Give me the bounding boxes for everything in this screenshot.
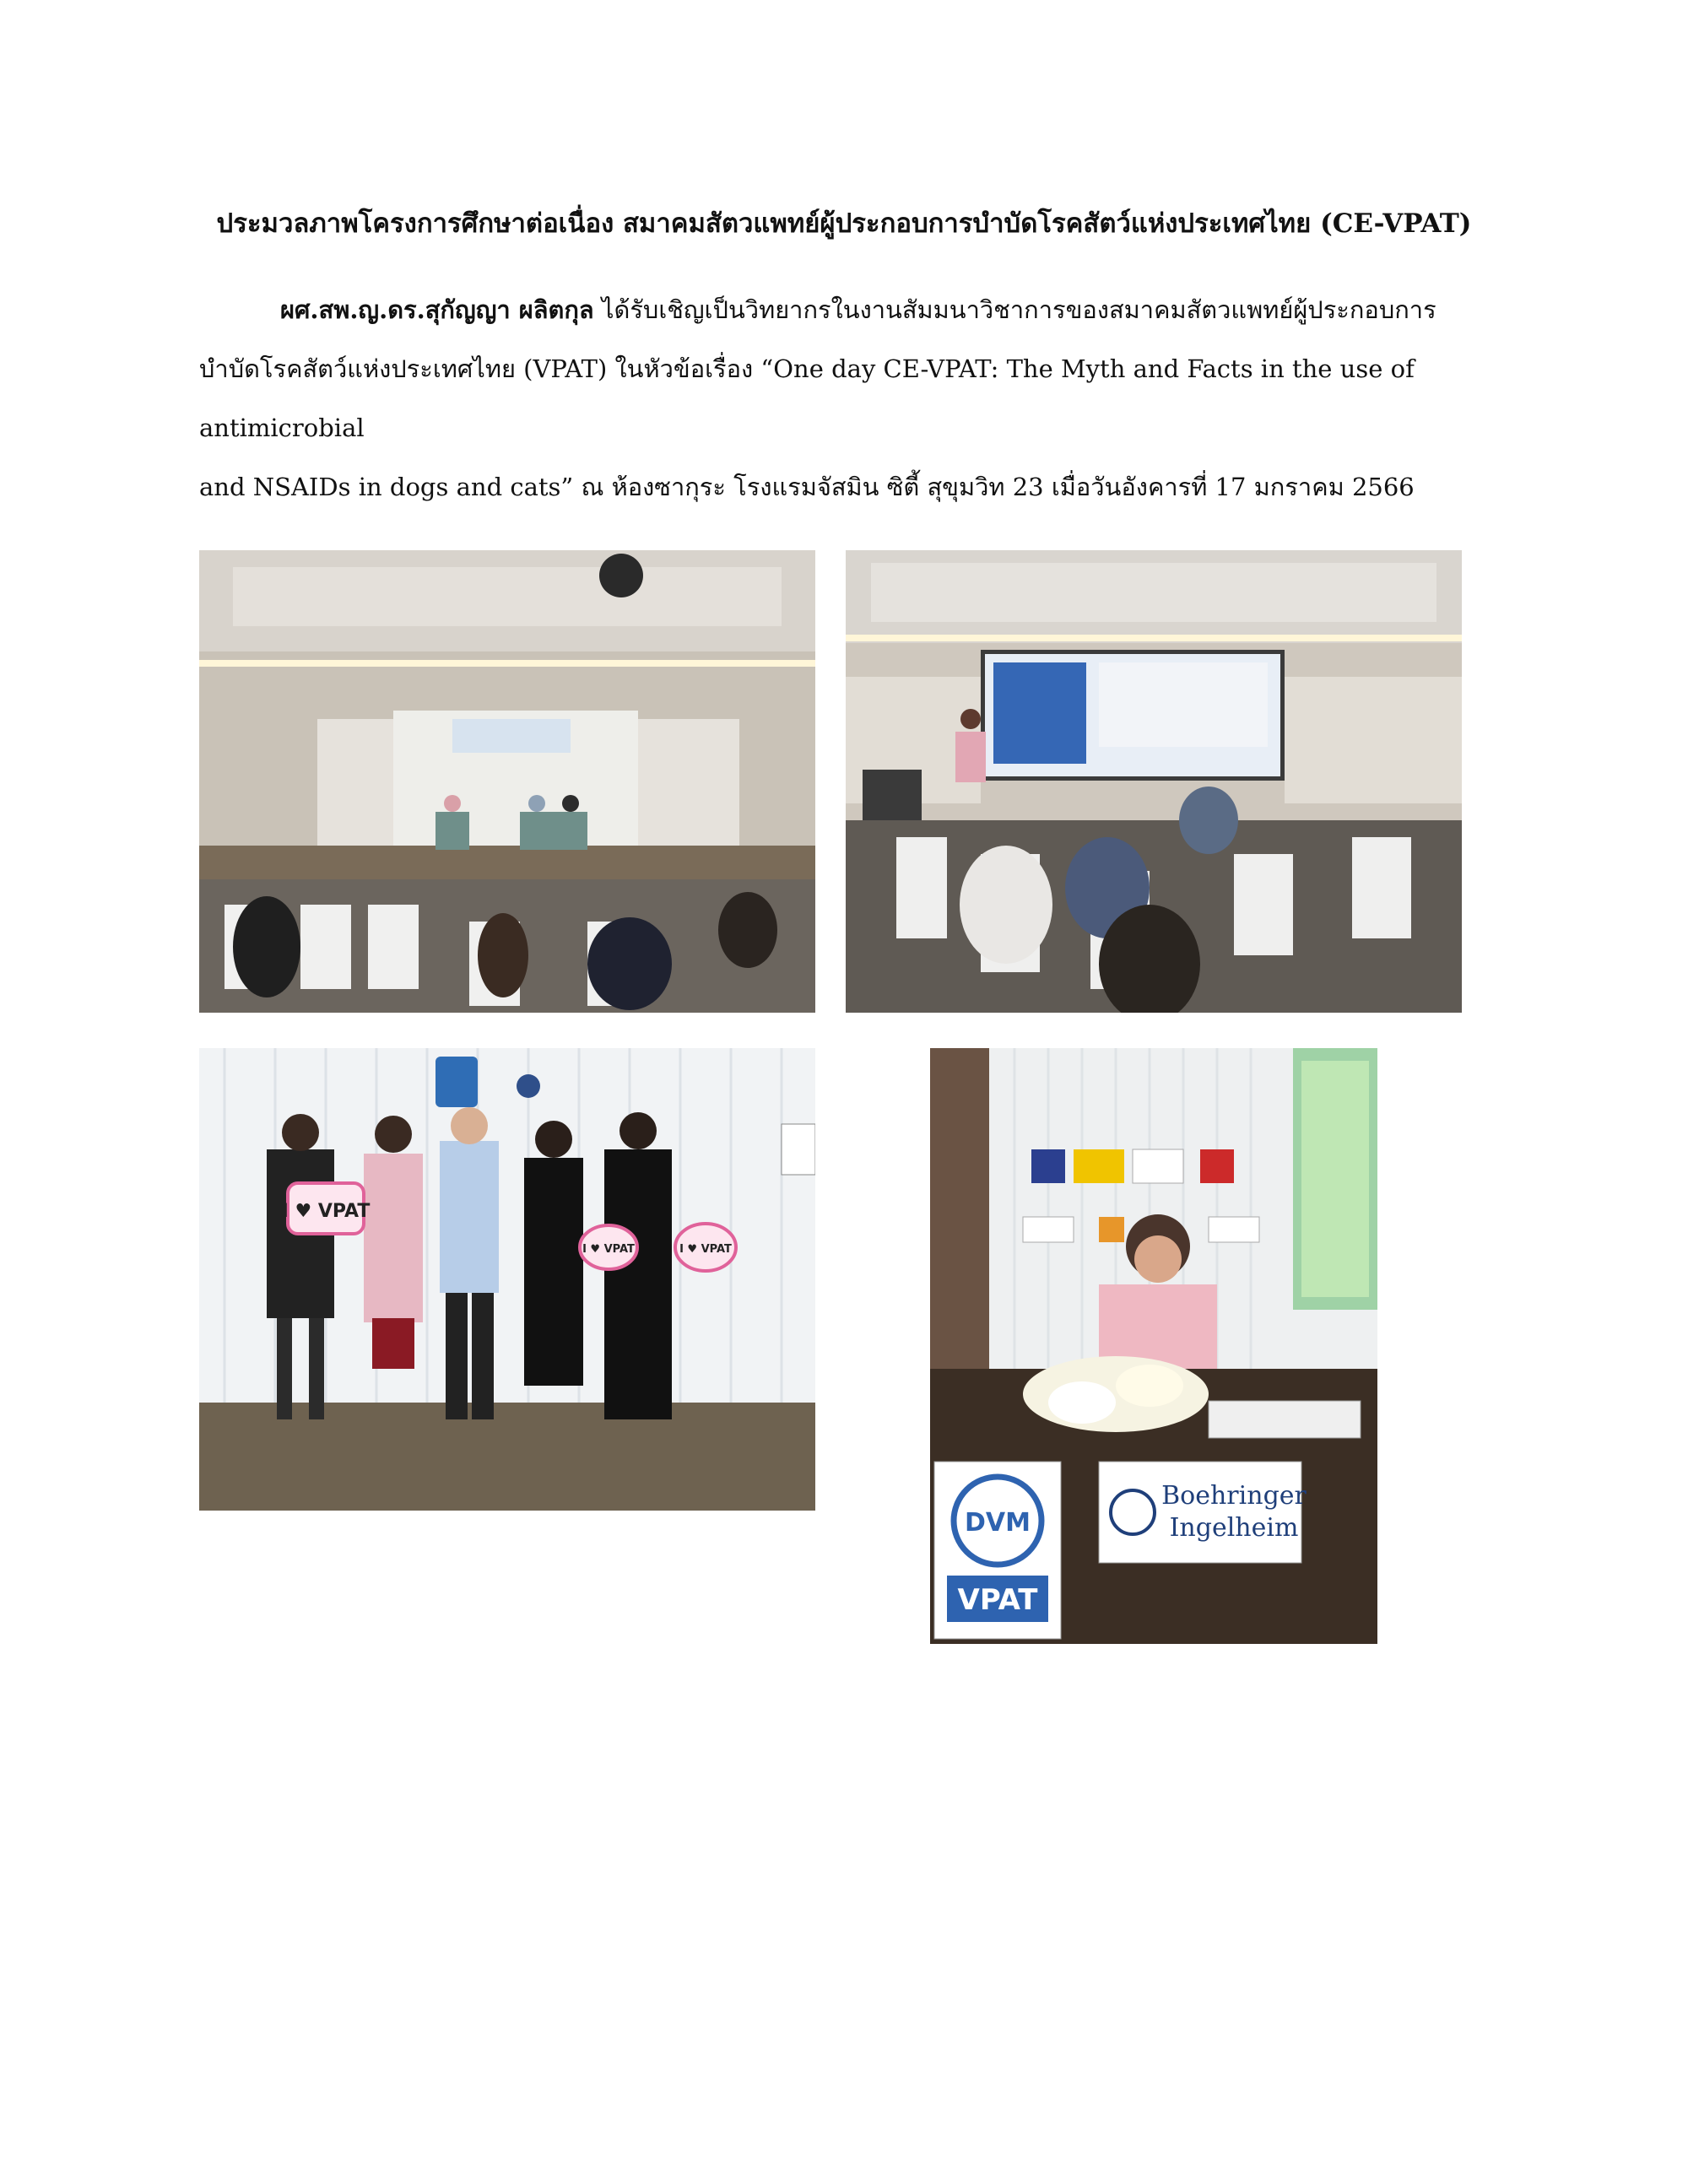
held-sign-1: I ♥ VPAT [281,1201,371,1222]
held-sign-3: I ♥ VPAT [679,1243,732,1256]
speaker-name: ผศ.สพ.ญ.ดร.สุกัญญา ผลิตกุล [280,295,594,324]
sign-boehringer: Boehringer [1161,1481,1307,1511]
paragraph-line-2: บำบัดโรคสัตว์แห่งประเทศไทย (VPAT) ในหัวข้อเรื่อง “One day CE-VPAT: The Myth and Facts in the use of antimicrobial [199,354,1415,442]
held-sign-2: I ♥ VPAT [582,1243,635,1256]
intro-paragraph [199,280,1499,516]
paragraph-line-1-rest: ได้รับเชิญเป็นวิทยากรในงานสัมมนาวิชาการของสมาคมสัตวแพทย์ผู้ประกอบการ [593,295,1436,324]
photo-seminar-panel [199,550,815,1013]
paragraph-line-1 [199,280,1499,339]
paragraph-line-3: and NSAIDs in dogs and cats” ณ ห้องซากุระ โรงแรมจัสมิน ซิตี้ สุขุมวิท 23 เมื่อวันอังคารที่ 17 มกราคม 2566 [199,473,1415,501]
photo-presentation-screen [846,550,1462,1013]
photo-speaker-table [930,1048,1377,1644]
sign-dvm-logo: DVM [965,1508,1031,1538]
sign-vpat: VPAT [957,1583,1038,1617]
document-title: ประมวลภาพโครงการศึกษาต่อเนื่อง สมาคมสัตวแพทย์ผู้ประกอบการบำบัดโรคสัตว์แห่งประเทศไทย (CE-VPAT) [216,208,1472,239]
photo-group-vpat-signs [199,1048,815,1511]
sign-ingelheim: Ingelheim [1169,1513,1299,1543]
